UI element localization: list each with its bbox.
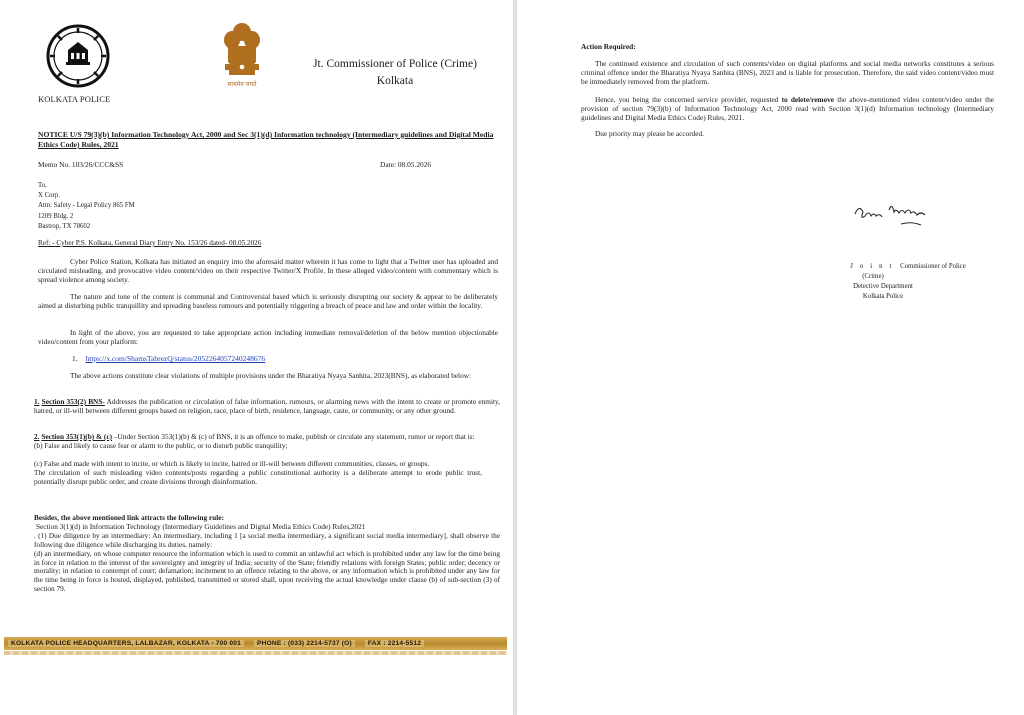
besides-title: Besides, the above mentioned link attracts the following rule: [34,513,224,522]
footer-decorative-strip [4,651,507,655]
recipient-address [38,181,135,232]
signatory-crime: (Crime) [862,273,884,280]
paragraph-delete-request [581,96,994,123]
reference-line: Ref: - Cyber P.S. Kolkata, General Diary Entry No. 153/26 dated- 08.05.2026 [38,239,262,247]
besides-clause2: (d) an intermediary, on whose computer resource the information which is used to commit an unlawful act which is prohibited under any law for the time being in force in relation to the interest of the sovereignty and integrity of India; security of the State; friendly relations with foreign States; public order; decency or morality; in relation to contempt of court; defamation; incitement to an offence relating to the above, or any information which is prohibited under any law for the time being in force is hosted, displayed, published, transmitted or stored shall, upon receiving the actual knowledge under clause (b) of sub-section (3) of section 79. [34,548,500,594]
paragraph-violations: The above actions constitute clear violations of multiple provisions under the Bharatiya Nyaya Sanhita, 2023(BNS), as elaborated below: [70,371,472,380]
section-353-1 [34,433,500,451]
address-to: To, [38,182,47,189]
address-line4: Bastrop, TX 78602 [38,222,91,230]
besides-rule-block [34,514,500,594]
office-title-line1: Jt. Commissioner of Police (Crime) [313,58,477,70]
office-title-line2: Kolkata [376,75,414,87]
section-353-2 [34,398,500,416]
content-link[interactable]: https://x.com/ShamsTabrezQ/status/2052264057240248676 [85,354,266,363]
paragraph-request: In light of the above, you are requested to take appropriate action including immediate removal/deletion of the below mention objectionable video/content from your platform: [38,328,498,346]
section2-intro: –Under Section 353(1)(b) & (c) of BNS, it is an offence to make, publish or circulate any statement, rumor or report that is: [112,432,475,441]
org-label: KOLKATA POLICE [38,94,111,104]
delete-request-text-b: the above-mentioned video content/video under the provision of section 79(3)(b) of Information Technology Act, 2000 read with Section 3(1)(d) Information technology (Intermediary guidelines and Digital Media Ethics Code) Rules, 2021. [581,95,994,122]
signatory-commissioner: Commissioner of Police [900,263,966,270]
memo-number: Memo No. 103/26/CCC&SS [38,160,124,169]
section2-heading: Section 353(1)(b) & (c) [41,432,113,441]
section2-number: 2. [34,432,40,441]
paragraph-priority: Due priority may please be accorded. [595,129,705,138]
section2-clause-b: (b) False and likely to cause fear or alarm to the public, or to disturb public tranquility; [34,440,288,450]
notice-date: Date: 08.05.2026 [380,160,432,169]
besides-rule: Section 3(1)(d) in Information Technology (Intermediary Guidelines and Digital Media Ethics Code) Rules,2021 [36,521,366,531]
section1-text: Addresses the publication or circulation of false information, rumours, or alarming news with the intent to create or promote enmity, hatred, or ill-will between different groups based on religion, race, place of birth, residence, language, caste, or community, or any other ground. [34,397,500,415]
letterhead-footer [4,637,507,650]
notice-heading: NOTICE U/S 79(3)(b) Information Technology Act, 2000 and Sec 3(1)(d) Information technology (Intermediary guidelines and Digital Media Ethics Code) Rules, 2021 [38,130,494,149]
kolkata-police-seal-icon [46,24,110,88]
section2-tail: The circulation of such misleading video contents/posts regarding a public constitutional authority is a deliberate attempt to erode public trust, potentially disrupt public order, and create divisions through disinformation. [34,467,482,486]
letter-page-2 [517,0,1024,715]
footer-phone: PHONE : (033) 2214-5737 (O) [254,640,355,647]
section1-heading: Section 353(2) BNS- [41,397,105,406]
paragraph-continued-existence: The continued existence and circulation of such contents/video on digital platforms and social media networks constitutes a serious criminal offence under the Bharatiya Nyaya Sanhita (BNS), 2023 and is liable for prosecution. Therefore, the said video content/video must be immediately removed from the platform. [581,59,994,86]
signatory-line1 [813,262,1003,272]
handwritten-signature-icon [849,196,939,236]
signatory-department: Detective Department [853,283,913,290]
link-number: 1. [72,354,78,363]
section2-clause-c: (c) False and made with intent to incite, or which is likely to incite, hatred or ill-will between different communities, classes, or groups. [34,459,430,468]
paragraph-enquiry: Cyber Police Station, Kolkata has initiated an enquiry into the aforesaid matter wherein it has come to light that a Twitter user has uploaded and circulated misleading, and provocative video content/video on their respective Twitter/X Profile. In these alleged video/content with commentary which is spread violence among society. [38,257,498,284]
content-link-item [72,354,265,363]
address-line1: X Corp. [38,192,60,200]
delete-request-bold: to delete/remove [781,95,835,104]
footer-fax: FAX : 2214-5512 [365,640,424,647]
emblem-caption: सत्यमेव जयते [227,82,257,88]
footer-address: KOLKATA POLICE HEADQUARTERS, LALBAZAR, KOLKATA - 700 001 [8,640,244,647]
paragraph-nature: The nature and tone of the content is communal and Controversial based which is seriously disrupting our society & appear to be deliberately aimed at disturbing public tranquillity and spreading baseless rumours and potentially triggering a breach of peace and law and order within the locality. [38,292,498,310]
section2-continued [34,460,482,487]
delete-request-text-a: Hence, you being the concerned service provider, requested [595,95,782,104]
office-title [300,56,490,90]
section1-number: 1. [34,397,40,406]
besides-clause1: . (1) Due diligence by an intermediary: An intermediary, including 1 [a social media intermediary, a significant social media intermediary], shall observe the following due diligence while discharging its duties, namely: [34,530,500,549]
address-line2: Attn: Safety - Legal Policy 865 FM [38,202,135,210]
ashoka-emblem-icon [220,20,264,94]
signatory-block [813,262,1003,302]
signatory-org: Kolkata Police [862,293,904,300]
action-required-title: Action Required: [581,42,636,51]
signatory-joint: Joint [850,263,899,270]
address-line3: 1209 Bldg. 2 [38,212,74,220]
